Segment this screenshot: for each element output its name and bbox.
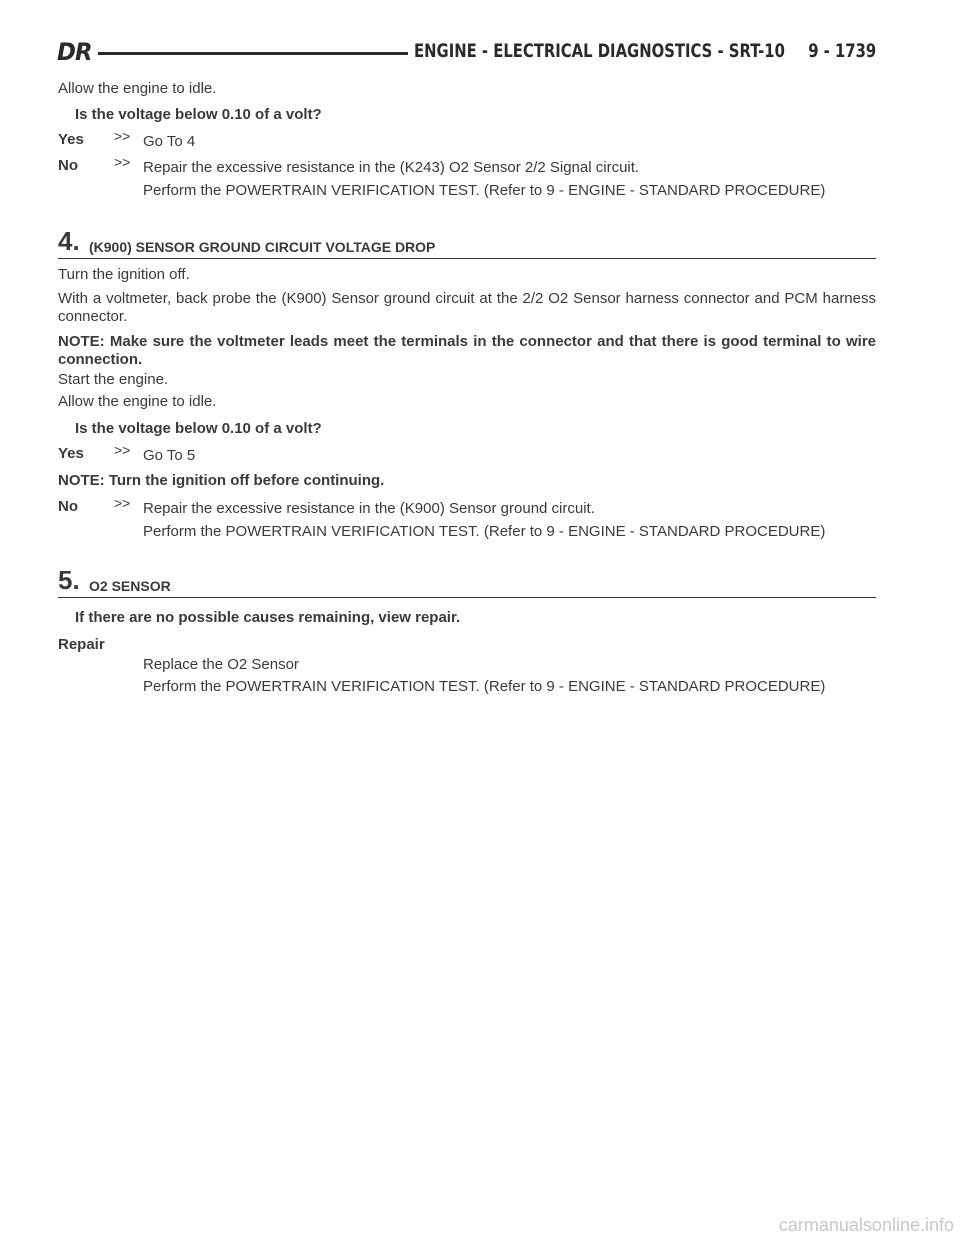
step4-no-text: Repair the excessive resistance in the (K900) Sensor ground circuit. [143,500,595,517]
watermark-footer: carmanualsonline.info [778,1215,954,1235]
step4-line3: Start the engine. [58,371,169,388]
step3-no-text: Repair the excessive resistance in the (K243) O2 Sensor 2/2 Signal circuit. [143,159,640,176]
step3-no-verify: Perform the POWERTRAIN VERIFICATION TEST. (Refer to 9 - ENGINE - STANDARD PROCEDURE) [143,182,826,199]
step4-number: 4. [58,226,80,256]
step5-number: 5. [58,565,80,595]
step4-no-arrow: >> [114,495,131,511]
step5-repair-text: Replace the O2 Sensor [143,656,299,673]
step3-idle: Allow the engine to idle. [58,80,217,97]
step3-no-label: No [58,157,78,174]
step4-line4: Allow the engine to idle. [58,393,217,410]
header-page-number: 9 - 1739 [807,40,876,62]
step4-note2: NOTE: Turn the ignition off before continuing. [58,472,385,489]
header-section-code: DR [57,38,92,66]
step3-yes-text: Go To 4 [143,133,196,150]
header-title: ENGINE - ELECTRICAL DIAGNOSTICS - SRT-10 [414,40,785,62]
step4-line1: Turn the ignition off. [58,266,190,283]
step4-rule [58,258,876,259]
step4-note1: NOTE: Make sure the voltmeter leads meet the terminals in the connector and that there is good terminal to wire connection. [58,333,876,368]
step4-line2: With a voltmeter, back probe the (K900) Sensor ground circuit at the 2/2 O2 Sensor harness connector and PCM harness connector. [58,290,876,325]
step4-yes-text: Go To 5 [143,447,196,464]
step5-rule [58,597,876,598]
step4-question: Is the voltage below 0.10 of a volt? [75,420,322,437]
step5-repair-label: Repair [58,636,105,653]
header-rule [98,52,408,55]
step5-question: If there are no possible causes remaining, view repair. [75,609,461,626]
step3-question: Is the voltage below 0.10 of a volt? [75,106,322,123]
step4-no-verify: Perform the POWERTRAIN VERIFICATION TEST. (Refer to 9 - ENGINE - STANDARD PROCEDURE) [143,523,826,540]
step4-yes-arrow: >> [114,442,131,458]
step3-yes-arrow: >> [114,128,131,144]
step4-no-label: No [58,498,78,515]
step3-no-arrow: >> [114,154,131,170]
step5-title: O2 SENSOR [89,578,171,594]
step3-yes-label: Yes [58,131,84,148]
step4-yes-label: Yes [58,445,84,462]
step4-title: (K900) SENSOR GROUND CIRCUIT VOLTAGE DROP [89,239,436,255]
step5-repair-verify: Perform the POWERTRAIN VERIFICATION TEST. (Refer to 9 - ENGINE - STANDARD PROCEDURE) [143,678,826,695]
